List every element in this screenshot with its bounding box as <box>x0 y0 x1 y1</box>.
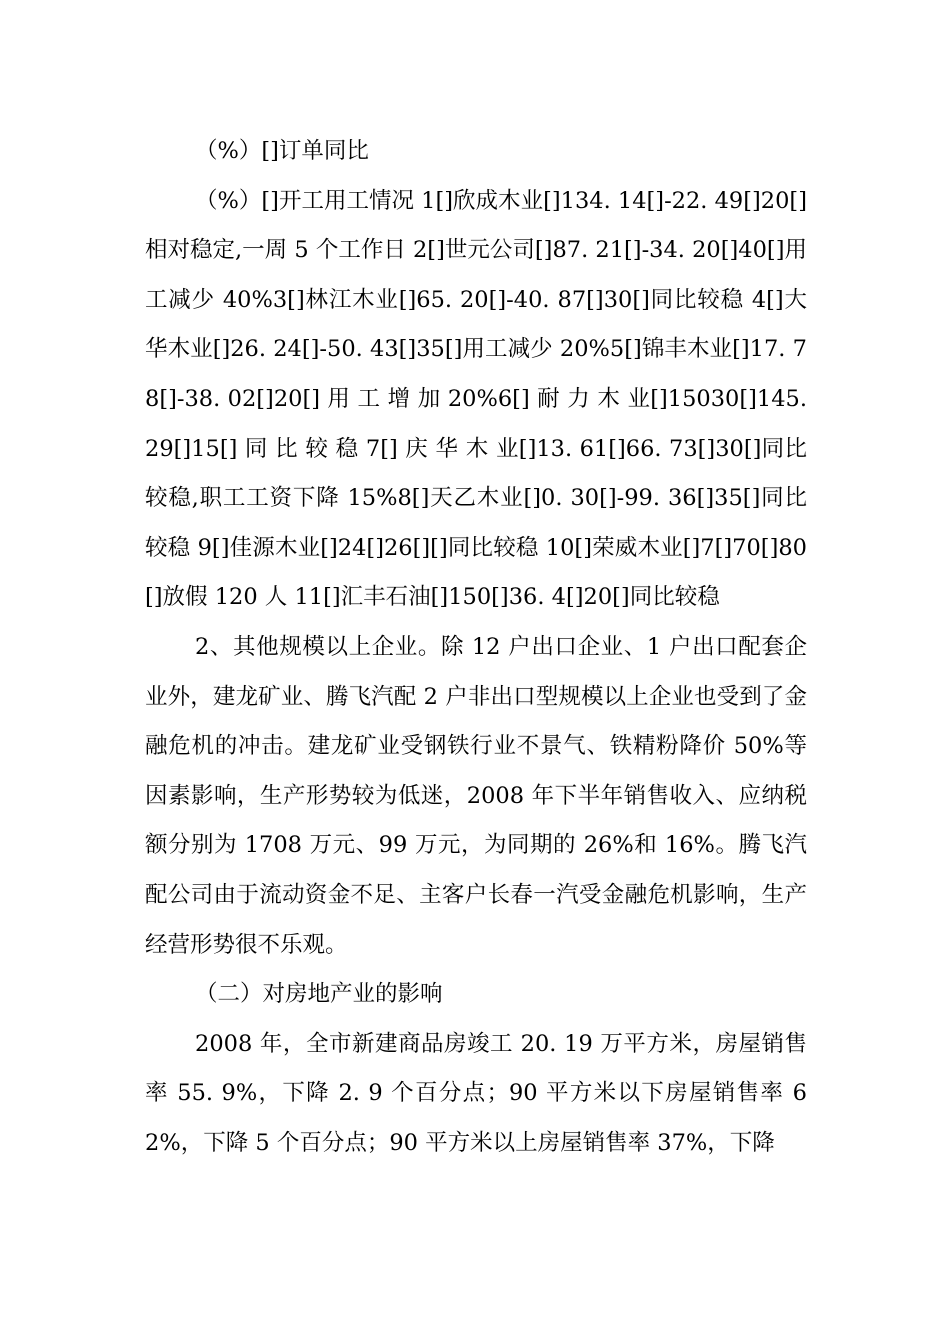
paragraph-enterprise-table: （%）[]开工用工情况 1[]欣成木业[]134. 14[]-22. 49[]20[]相对稳定,一周 5 个工作日 2[]世元公司[]87. 21[]-34. 20[]40[]用工减少 40%3[]林江木业[]65. 20[]-40. 87[]30[]同比较稳 4[]大华木业[]26. 24[]-50. 43[]35[]用工减少 20%5[]锦丰木业[]17. 78[]-38. 02[]20[] 用 工 增 加 20%6[] 耐 力 木 业[]15030[]145. 29[]15[] 同 比 较 稳 7[] 庆 华 木 业[]13. 61[]66. 73[]30[]同比较稳,职工工资下降 15%8[]天乙木业[]0. 30[]-99. 36[]35[]同比较稳 9[]佳源木业[]24[]26[][]同比较稳 10[]荣威木业[]7[]70[]80[]放假 120 人 11[]汇丰石油[]150[]36. 4[]20[]同比较稳 <box>145 187 807 611</box>
paragraph-real-estate: 2008 年，全市新建商品房竣工 20. 19 万平方米，房屋销售率 55. 9%，下降 2. 9 个百分点；90 平方米以下房屋销售率 62%，下降 5 个百分点；90 平方米以上房屋销售率 37%，下降 <box>145 1030 807 1156</box>
document-page <box>145 127 807 1168</box>
section-heading-real-estate: （二）对房地产业的影响 <box>195 981 443 1008</box>
paragraph-order-header: （%）[]订单同比 <box>195 138 369 164</box>
paragraph-other-enterprises: 2、其他规模以上企业。除 12 户出口企业、1 户出口配套企业外，建龙矿业、腾飞汽配 2 户非出口型规模以上企业也受到了金融危机的冲击。建龙矿业受钢铁行业不景气、铁精粉降价 50%等因素影响，生产形势较为低迷，2008 年下半年销售收入、应纳税额分别为 1708 万元、99 万元，为同期的 26%和 16%。腾飞汽配公司由于流动资金不足、主客户长春一汽受金融危机影响，生产经营形势很不乐观。 <box>145 633 807 958</box>
